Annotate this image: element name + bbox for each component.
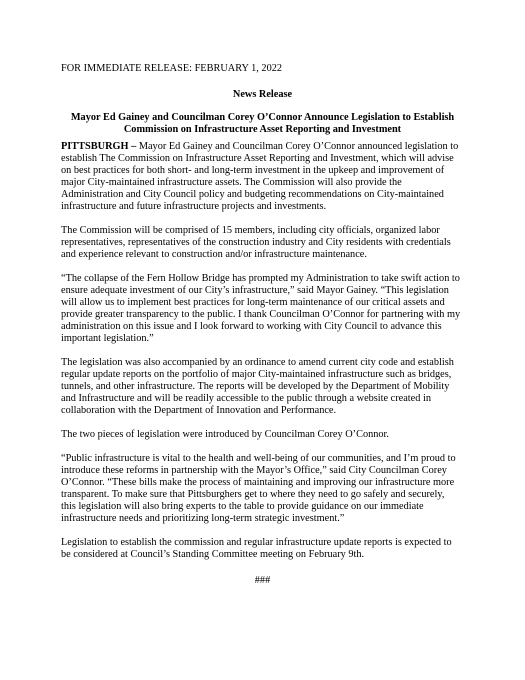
paragraph-line: Administration and City Council policy and budgeting recommendations on City-maintained [61, 189, 444, 200]
paragraph-committee-meeting [61, 537, 464, 561]
headline [61, 112, 464, 136]
paragraph-line: representatives, representatives of the construction industry and City residents with credentials [61, 237, 451, 248]
paragraph-ordinance [61, 357, 464, 417]
paragraph-line: this legislation will also bring experts to the table to provide guidance on our immediate [61, 501, 424, 512]
paragraph-line: ensure adequate investment of our City’s infrastructure,” said Mayor Gainey. “This legislation [61, 285, 449, 296]
paragraph-line: collaboration with the Department of Innovation and Performance. [61, 405, 337, 416]
paragraph-introduced-by [61, 429, 464, 441]
paragraph-line: Legislation to establish the commission and regular infrastructure update reports is expected to [61, 537, 452, 548]
paragraph-line: The Commission will be comprised of 15 members, including city officials, organized labor [61, 225, 440, 236]
paragraph-line: tunnels, and other infrastructure. The reports will be developed by the Department of Mobility [61, 381, 450, 392]
paragraph-line: establish The Commission on Infrastructure Asset Reporting and Investment, which will advise [61, 153, 454, 164]
dateline: PITTSBURGH – [61, 141, 137, 152]
paragraph-line: provide greater transparency to the public. I thank Councilman O’Connor for partnering with my [61, 309, 461, 320]
headline-line: Commission on Infrastructure Asset Reporting and Investment [123, 124, 402, 135]
paragraph-line: “The collapse of the Fern Hollow Bridge has prompted my Administration to take swift action to [61, 273, 460, 284]
paragraph-line: and Infrastructure and will be readily accessible to the public through a website created in [61, 393, 431, 404]
news-release-label: News Release [232, 89, 293, 100]
paragraph-line: The two pieces of legislation were introduced by Councilman Corey O’Connor. [61, 429, 389, 440]
paragraph-line: “Public infrastructure is vital to the health and well-being of our communities, and I’m proud to [61, 453, 456, 464]
headline-line: Mayor Ed Gainey and Councilman Corey O’Connor Announce Legislation to Establish [70, 112, 455, 123]
paragraph-line: important legislation.” [61, 333, 154, 344]
release-date-line: FOR IMMEDIATE RELEASE: FEBRUARY 1, 2022 [61, 63, 283, 74]
paragraph-intro [61, 141, 464, 213]
paragraph-commission-members [61, 225, 464, 261]
paragraph-line: be considered at Council’s Standing Committee meeting on February 9th. [61, 549, 365, 560]
end-of-release-mark: ### [254, 575, 271, 586]
paragraph-line: regular update reports on the portfolio of major City-maintained infrastructure such as bridges, [61, 369, 452, 380]
paragraph-line: and experience relevant to construction and/or infrastructure maintenance. [61, 249, 367, 260]
paragraph-line: infrastructure and future infrastructure projects and investments. [61, 201, 327, 212]
paragraph-line-text: Mayor Ed Gainey and Councilman Corey O’Connor announced legislation to [136, 141, 459, 152]
paragraph-line: administration on this issue and I look forward to working with City Council to advance this [61, 321, 442, 332]
paragraph-line: O’Connor. “These bills make the process of maintaining and improving our infrastructure more [61, 477, 455, 488]
paragraph-line: introduce these reforms in partnership with the Mayor’s Office,” said City Councilman Corey [61, 465, 447, 476]
paragraph-line: major City-maintained infrastructure assets. The Commission will also provide the [61, 177, 402, 188]
paragraph-mayor-quote [61, 273, 464, 345]
paragraph-line: on best practices for both short- and long-term investment in the upkeep and improvement of [61, 165, 445, 176]
paragraph-line: transparent. To make sure that Pittsburghers get to where they need to go safely and securely, [61, 489, 445, 500]
paragraph-line [61, 141, 464, 153]
paragraph-councilman-quote [61, 453, 464, 525]
body-text [61, 141, 464, 573]
paragraph-line: infrastructure needs and prioritizing long-term strategic investment.” [61, 513, 345, 524]
paragraph-line: The legislation was also accompanied by an ordinance to amend current city code and establish [61, 357, 454, 368]
paragraph-line: will allow us to implement best practices for long-term maintenance of our critical assets and [61, 297, 445, 308]
